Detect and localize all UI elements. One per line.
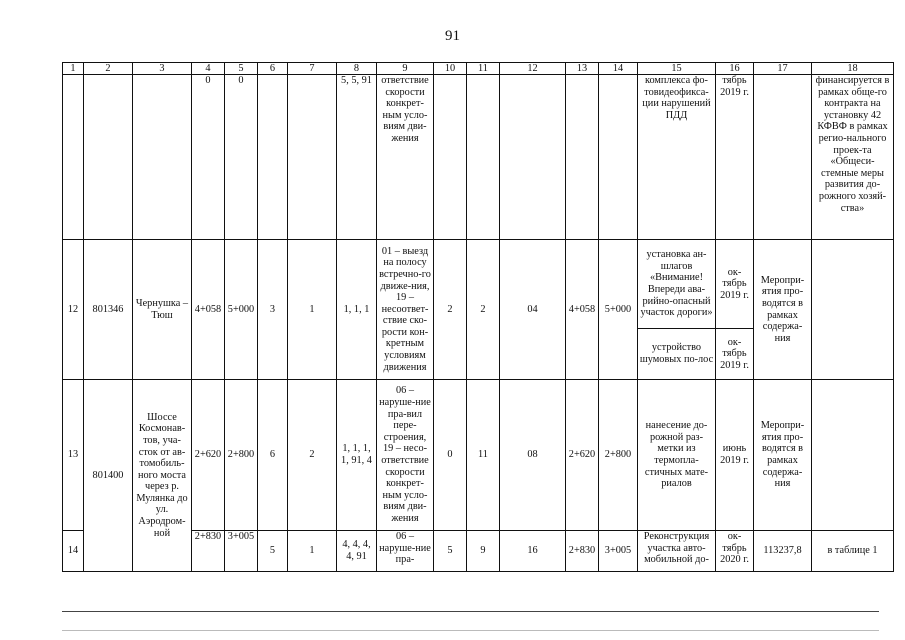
cell-end: 3+005 <box>599 531 638 572</box>
cell-empty <box>258 75 288 240</box>
cell-date: ок-тябрь 2020 г. <box>716 531 754 572</box>
cell-empty <box>84 75 133 240</box>
cell-road-name: Чернушка – Тюш <box>133 240 192 380</box>
cell-end: 2+800 <box>225 380 258 531</box>
column-number: 2 <box>84 63 133 75</box>
column-number: 4 <box>192 63 225 75</box>
column-number: 1 <box>63 63 84 75</box>
column-number: 17 <box>754 63 812 75</box>
column-number: 16 <box>716 63 754 75</box>
cell-codes: 1, 1, 1, 1, 91, 4 <box>337 380 377 531</box>
cell-value: 9 <box>467 531 500 572</box>
table-row <box>63 240 894 329</box>
cell-start: 2+830 <box>566 531 599 572</box>
cell-codes: 1, 1, 1 <box>337 240 377 380</box>
cell-violation: 06 – наруше-ние пра-вил пере-строения, 19 – несо-ответствие скорости конкрет-ным усло-виям дви-жения <box>377 380 434 531</box>
cell-measure: Реконструкция участка авто-мобильной до- <box>638 531 716 572</box>
cell-measure: установка ан-шлагов «Внимание! Впереди ава-рийно-опасный участок дороги» <box>638 240 716 329</box>
cell-note: Меропри-ятия про-водятся в рамках содержа-ния <box>754 380 812 531</box>
cell-road-name: Шоссе Космонав-тов, уча-сток от ав-томобиль-ного моста через р. Мулянка до ул. Аэродром-ной <box>133 380 192 572</box>
cell-date: тябрь 2019 г. <box>716 75 754 240</box>
cell-empty <box>599 75 638 240</box>
cell-codes: 4, 4, 4, 4, 91 <box>337 531 377 572</box>
cell-cost: 113237,8 <box>754 531 812 572</box>
cell-value: 04 <box>500 240 566 380</box>
column-number: 3 <box>133 63 192 75</box>
cell-start: 2+830 <box>192 531 225 572</box>
cell-value: 16 <box>500 531 566 572</box>
page-number: 91 <box>445 28 460 44</box>
cell-empty <box>566 75 599 240</box>
cell-financing <box>812 240 894 380</box>
column-number: 10 <box>434 63 467 75</box>
cell-empty <box>133 75 192 240</box>
row-number: 14 <box>63 531 84 572</box>
column-number: 15 <box>638 63 716 75</box>
cell-end: 2+800 <box>599 380 638 531</box>
column-number: 12 <box>500 63 566 75</box>
cell-start: 0 <box>192 75 225 240</box>
cell-date: ок-тябрь 2019 г. <box>716 240 754 329</box>
cell-violation: ответствие скорости конкрет-ным усло-виям дви-жения <box>377 75 434 240</box>
cell-empty <box>63 75 84 240</box>
cell-start: 2+620 <box>566 380 599 531</box>
column-number: 18 <box>812 63 894 75</box>
bottom-divider <box>62 630 879 631</box>
cell-financing: финансируется в рамках обще-го контракта на установку 42 КФВФ в рамках регио-нального проек-та «Общеси-стемные меры развития до-рожного хозяй-ства» <box>812 75 894 240</box>
cell-value: 2 <box>467 240 500 380</box>
cell-value: 3 <box>258 240 288 380</box>
cell-end: 5+000 <box>599 240 638 380</box>
column-number: 6 <box>258 63 288 75</box>
cell-empty <box>434 75 467 240</box>
cell-empty <box>500 75 566 240</box>
cell-end: 0 <box>225 75 258 240</box>
cell-financing <box>812 380 894 531</box>
column-number: 7 <box>288 63 337 75</box>
cell-value: 1 <box>288 531 337 572</box>
column-number: 13 <box>566 63 599 75</box>
bottom-divider <box>62 611 879 612</box>
cell-start: 2+620 <box>192 380 225 531</box>
cell-road-code: 801400 <box>84 380 133 572</box>
cell-value: 0 <box>434 380 467 531</box>
row-number: 12 <box>63 240 84 380</box>
column-number-row <box>63 63 894 75</box>
cell-violation: 01 – выезд на полосу встречно-го движе-ния, 19 – несоответ-ствие ско-рости кон-кретным условиям движения <box>377 240 434 380</box>
cell-date: ок-тябрь 2019 г. <box>716 329 754 380</box>
column-number: 11 <box>467 63 500 75</box>
cell-value: 5 <box>434 531 467 572</box>
cell-violation: 06 – наруше-ние пра- <box>377 531 434 572</box>
row-number: 13 <box>63 380 84 531</box>
cell-start: 4+058 <box>566 240 599 380</box>
cell-empty <box>288 75 337 240</box>
cell-note: Меропри-ятия про-водятся в рамках содержа-ния <box>754 240 812 380</box>
cell-start: 4+058 <box>192 240 225 380</box>
cell-value: 11 <box>467 380 500 531</box>
column-number: 9 <box>377 63 434 75</box>
cell-codes: 5, 5, 91 <box>337 75 377 240</box>
cell-value: 2 <box>434 240 467 380</box>
cell-date: июнь 2019 г. <box>716 380 754 531</box>
column-number: 5 <box>225 63 258 75</box>
cell-road-code: 801346 <box>84 240 133 380</box>
cell-value: 5 <box>258 531 288 572</box>
cell-measure: нанесение до-рожной раз-метки из термопла-стичных мате-риалов <box>638 380 716 531</box>
column-number: 14 <box>599 63 638 75</box>
table-row <box>63 380 894 531</box>
column-number: 8 <box>337 63 377 75</box>
cell-value: 08 <box>500 380 566 531</box>
cell-value: 1 <box>288 240 337 380</box>
cell-value: 6 <box>258 380 288 531</box>
cell-empty <box>754 75 812 240</box>
table-row <box>63 75 894 240</box>
measures-table <box>62 62 894 572</box>
cell-value: 2 <box>288 380 337 531</box>
cell-measure: устройство шумовых по-лос <box>638 329 716 380</box>
cell-end: 5+000 <box>225 240 258 380</box>
cell-end: 3+005 <box>225 531 258 572</box>
cell-empty <box>467 75 500 240</box>
cell-measure: комплекса фо-товидеофикса-ции нарушений ПДД <box>638 75 716 240</box>
cell-financing: в таблице 1 <box>812 531 894 572</box>
